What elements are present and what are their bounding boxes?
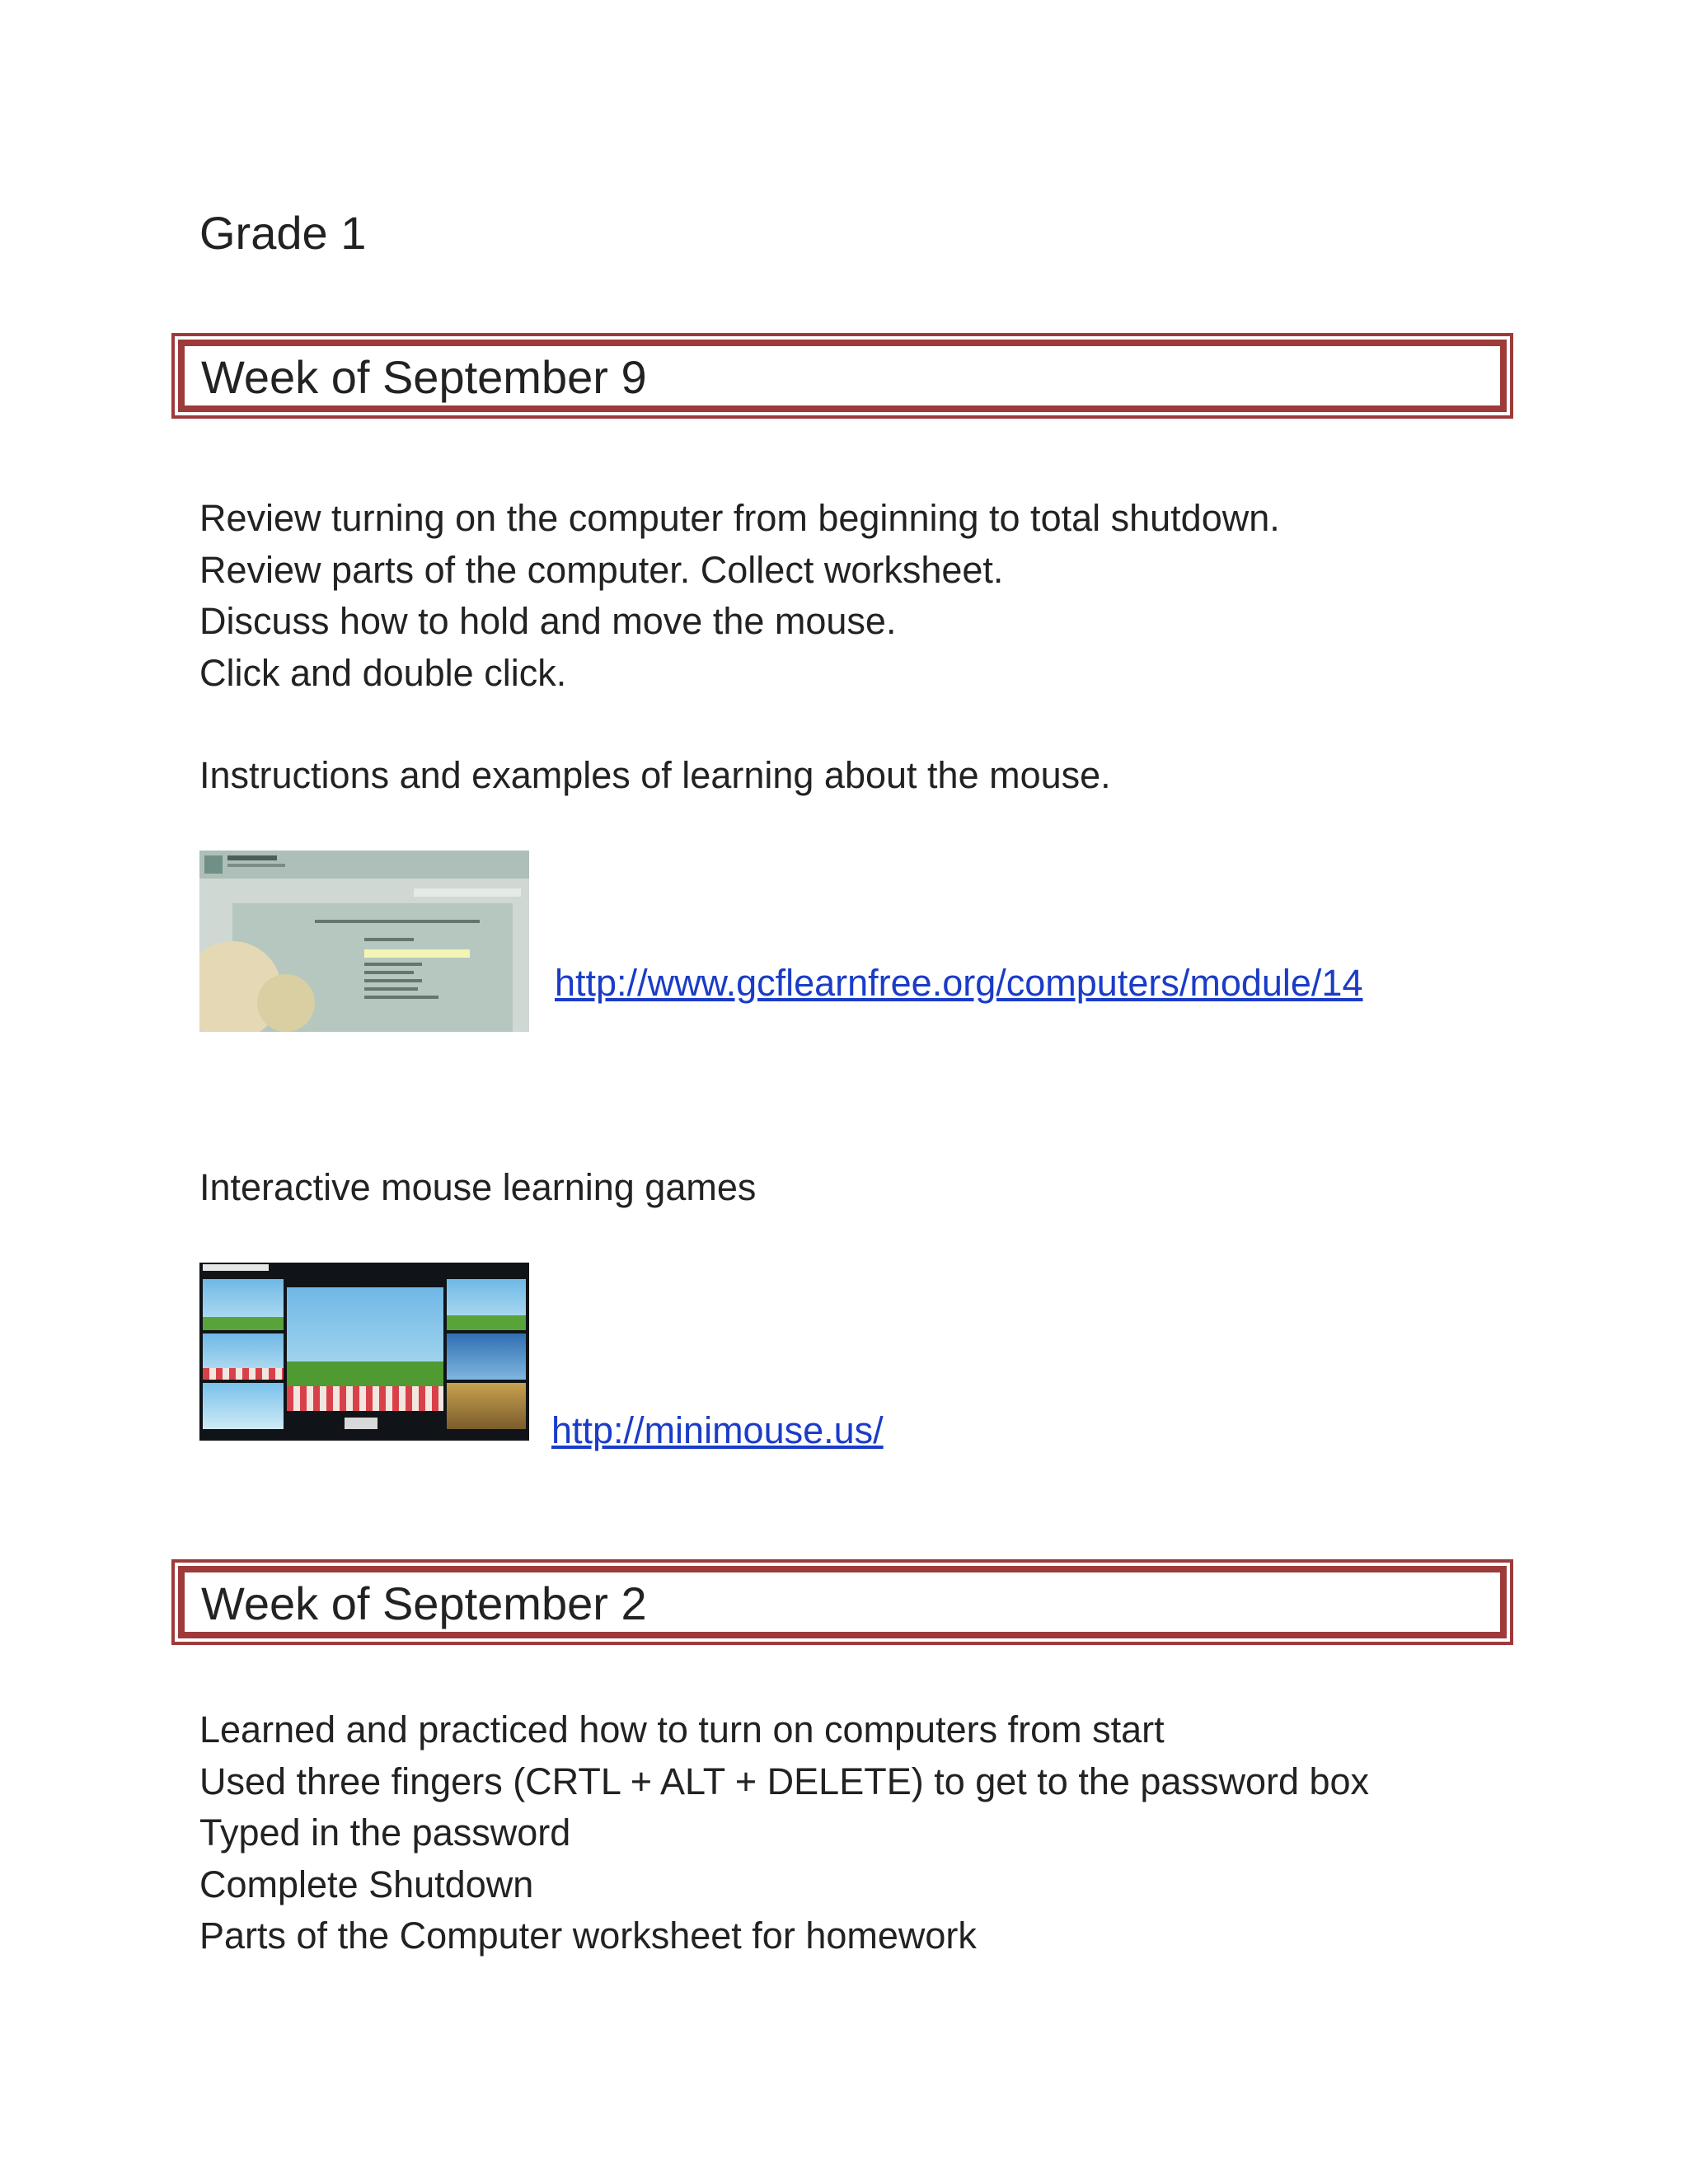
interactive-games-label: Interactive mouse learning games: [199, 1166, 757, 1208]
activity-line: Learned and practiced how to turn on computers from start: [199, 1708, 1165, 1750]
activity-line: Typed in the password: [199, 1811, 571, 1854]
week-heading-box-sep-2: [171, 1559, 1513, 1645]
mouse-instructions-intro: Instructions and examples of learning about the mouse.: [199, 754, 1111, 796]
activity-line: Review turning on the computer from beginning to total shutdown.: [199, 497, 1280, 539]
activity-line: Review parts of the computer. Collect worksheet.: [199, 548, 1004, 591]
week-sep-9-activities: [199, 493, 1280, 699]
week-sep-2-activities: [199, 1704, 1369, 1962]
week-heading: Week of September 2: [201, 1577, 647, 1629]
activity-line: Complete Shutdown: [199, 1863, 534, 1905]
week-heading-box-sep-9: [171, 333, 1513, 419]
page-title: Grade 1: [199, 207, 367, 259]
gcflearnfree-link[interactable]: http://www.gcflearnfree.org/computers/module/14: [555, 962, 1363, 1004]
gcflearnfree-thumbnail-image[interactable]: [199, 851, 529, 1032]
activity-line: Parts of the Computer worksheet for homework: [199, 1915, 977, 1957]
week-heading: Week of September 9: [201, 351, 647, 403]
activity-line: Discuss how to hold and move the mouse.: [199, 600, 897, 642]
activity-line: Used three fingers (CRTL + ALT + DELETE) to get to the password box: [199, 1760, 1370, 1802]
activity-line: Click and double click.: [199, 651, 567, 694]
minimouse-link[interactable]: http://minimouse.us/: [551, 1409, 884, 1451]
minimouse-thumbnail-image[interactable]: [199, 1263, 529, 1441]
